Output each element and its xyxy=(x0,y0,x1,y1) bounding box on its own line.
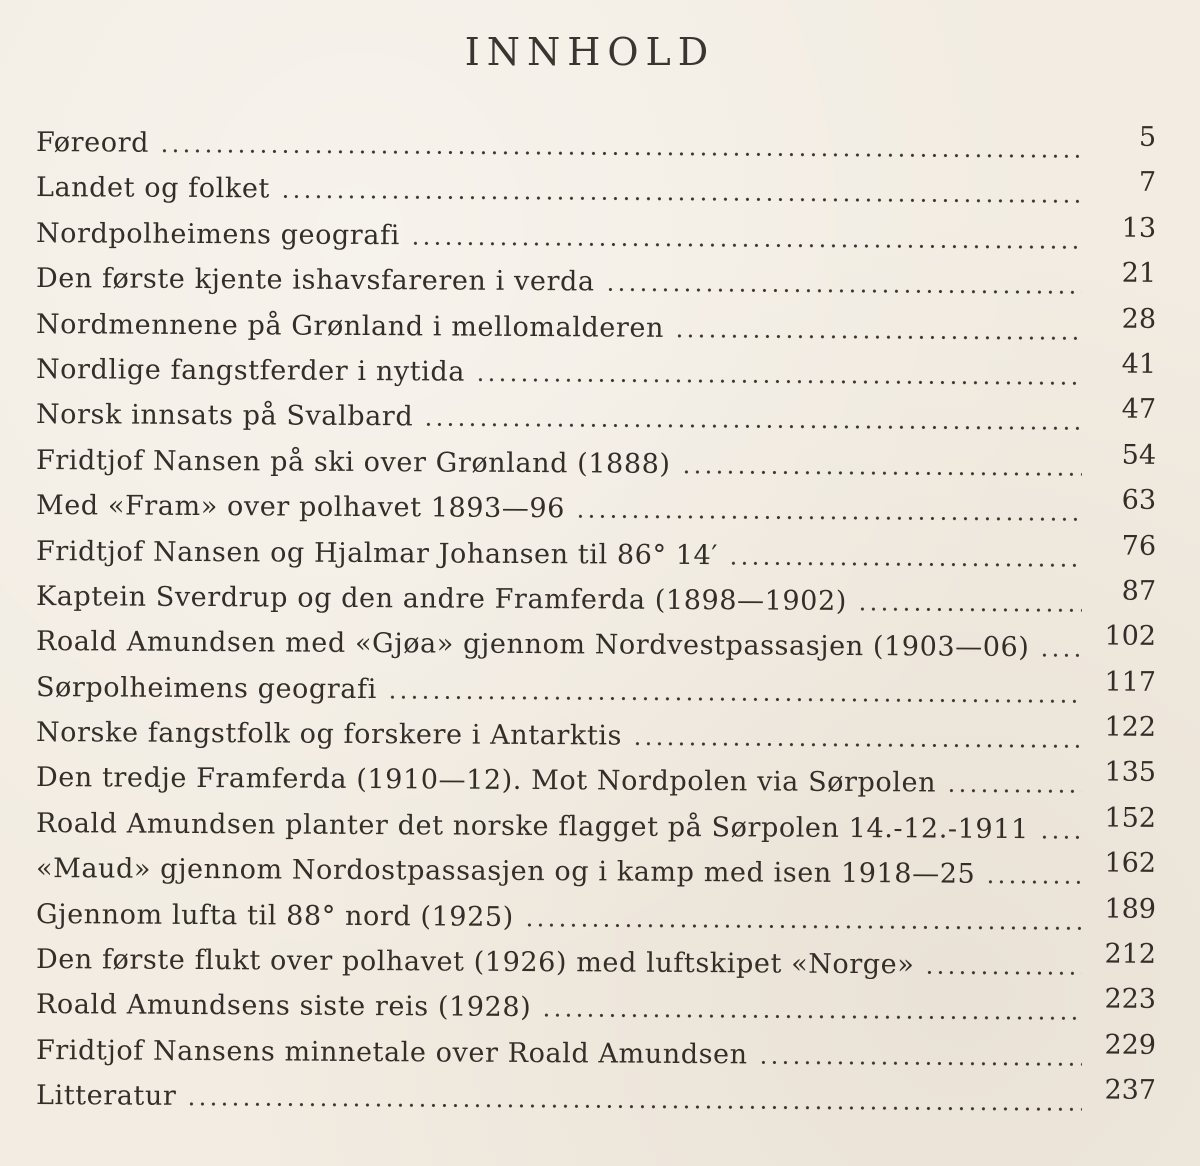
toc-entry xyxy=(36,120,1156,172)
toc-entry-page: 189 xyxy=(1104,893,1157,925)
toc-entry-page: 102 xyxy=(1104,621,1157,653)
dot-leader xyxy=(410,240,1082,250)
toc-entry xyxy=(36,710,1156,762)
toc-entry-title: Norske fangstfolk og forskere i Antarktis xyxy=(35,717,623,752)
toc-entry-page: 13 xyxy=(1121,212,1157,244)
toc-entry-title: Den første flukt over polhavet (1926) med luftskipet «Norge» xyxy=(35,944,915,981)
toc-entry-title: Roald Amundsen planter det norske flagget på Sørpolen 14.-12.-1911 xyxy=(35,808,1029,846)
toc-entry-page: 237 xyxy=(1104,1074,1157,1107)
toc-entry-page: 162 xyxy=(1104,847,1157,880)
dot-leader xyxy=(159,147,1082,159)
toc-entry-title: Roald Amundsens siste reis (1928) xyxy=(35,989,532,1024)
toc-entry xyxy=(36,211,1156,263)
toc-entry xyxy=(36,801,1156,853)
toc-entry-title: Kaptein Sverdrup og den andre Framferda (1898—1902) xyxy=(35,581,848,618)
dot-leader xyxy=(280,194,1082,205)
toc-entry-title: Norsk innsats på Svalbard xyxy=(35,399,414,433)
toc-entry xyxy=(36,392,1156,444)
toc-entry-title: Den første kjente ishavsfareren i verda xyxy=(35,263,595,298)
toc-entry-page: 223 xyxy=(1104,984,1157,1016)
toc-entry-title: Nordmennene på Grønland i mellomalderen xyxy=(35,308,665,344)
dot-leader xyxy=(681,468,1082,476)
toc-entry-title: Roald Amundsen med «Gjøa» gjennom Nordvestpassasjen (1903—06) xyxy=(35,626,1030,664)
dot-leader xyxy=(1039,652,1082,658)
dot-leader xyxy=(423,421,1082,431)
dot-leader xyxy=(541,1012,1082,1021)
toc-entry-title: Den tredje Framferda (1910—12). Mot Nordpolen via Sørpolen xyxy=(35,762,937,800)
toc-entry-title: Gjennom lufta til 88° nord (1925) xyxy=(35,898,514,933)
toc-entry xyxy=(36,165,1156,217)
toc-entry-page: 229 xyxy=(1104,1029,1157,1061)
dot-leader xyxy=(985,879,1082,886)
dot-leader xyxy=(186,1101,1082,1112)
toc-entry-page: 122 xyxy=(1104,711,1157,744)
toc-entry-title: Nordpolheimens geografi xyxy=(35,217,400,252)
toc-entry-title: Litteratur xyxy=(35,1080,177,1113)
toc-entry-page: 212 xyxy=(1104,938,1157,971)
toc-entry-title: Nordlige fangstferder i nytida xyxy=(35,354,466,388)
toc-entry-page: 21 xyxy=(1121,257,1157,290)
toc-entry-page: 5 xyxy=(1138,121,1157,154)
toc-entry xyxy=(36,347,1156,399)
dot-leader xyxy=(946,788,1082,795)
toc-entry-page: 76 xyxy=(1121,530,1157,562)
toc-entry-title: Fridtjof Nansens minnetale over Roald Amundsen xyxy=(35,1035,748,1071)
toc-entry xyxy=(36,438,1156,490)
toc-entry xyxy=(36,665,1156,717)
toc-entry-page: 7 xyxy=(1138,167,1157,199)
toc-entry xyxy=(36,256,1156,308)
toc-entry xyxy=(36,755,1156,807)
toc-entry-page: 87 xyxy=(1121,575,1157,607)
dot-leader xyxy=(524,921,1082,930)
toc-entry-page: 28 xyxy=(1121,303,1157,335)
toc-entry xyxy=(36,846,1156,898)
dot-leader xyxy=(575,513,1082,522)
toc-entry xyxy=(36,937,1156,989)
dot-leader xyxy=(857,606,1082,613)
toc-entry xyxy=(36,982,1156,1034)
toc-entry xyxy=(36,1028,1156,1080)
dot-leader xyxy=(632,740,1082,749)
dot-leader xyxy=(674,332,1082,340)
toc-entry xyxy=(36,302,1156,354)
toc-entry-title: Føreord xyxy=(35,127,150,159)
dot-leader xyxy=(475,376,1082,386)
toc-entry-page: 117 xyxy=(1104,666,1157,698)
toc-entry xyxy=(36,1073,1156,1125)
page-title: INNHOLD xyxy=(464,30,716,74)
toc-entry-page: 135 xyxy=(1104,757,1157,789)
toc-entry-title: Sørpolheimens geografi xyxy=(35,671,377,705)
dot-leader xyxy=(605,286,1082,295)
dot-leader xyxy=(1039,834,1082,840)
toc-entry xyxy=(36,529,1156,581)
dot-leader xyxy=(758,1059,1082,1067)
toc-entry-title: Fridtjof Nansen og Hjalmar Johansen til 86° 14′ xyxy=(35,535,719,571)
toc-entry-title: Landet og folket xyxy=(35,172,270,206)
toc-entry-title: Fridtjof Nansen på ski over Grønland (1888) xyxy=(35,444,671,480)
toc-entry xyxy=(36,892,1156,944)
dot-leader xyxy=(728,559,1082,567)
toc-entry-page: 54 xyxy=(1121,439,1157,471)
toc-entry xyxy=(36,574,1156,626)
dot-leader xyxy=(387,694,1082,704)
toc-entry-page: 63 xyxy=(1121,484,1157,517)
toc-entry xyxy=(36,483,1156,535)
toc-entry-page: 41 xyxy=(1121,348,1157,380)
toc-entry-page: 47 xyxy=(1121,394,1157,426)
toc-entry xyxy=(36,619,1156,671)
toc-entry-page: 152 xyxy=(1104,802,1157,834)
toc-entry-title: Med «Fram» over polhavet 1893—96 xyxy=(35,490,566,525)
dot-leader xyxy=(924,969,1082,976)
toc-entry-title: «Maud» gjennom Nordostpassasjen og i kamp med isen 1918—25 xyxy=(35,853,976,891)
table-of-contents xyxy=(36,120,1156,1119)
